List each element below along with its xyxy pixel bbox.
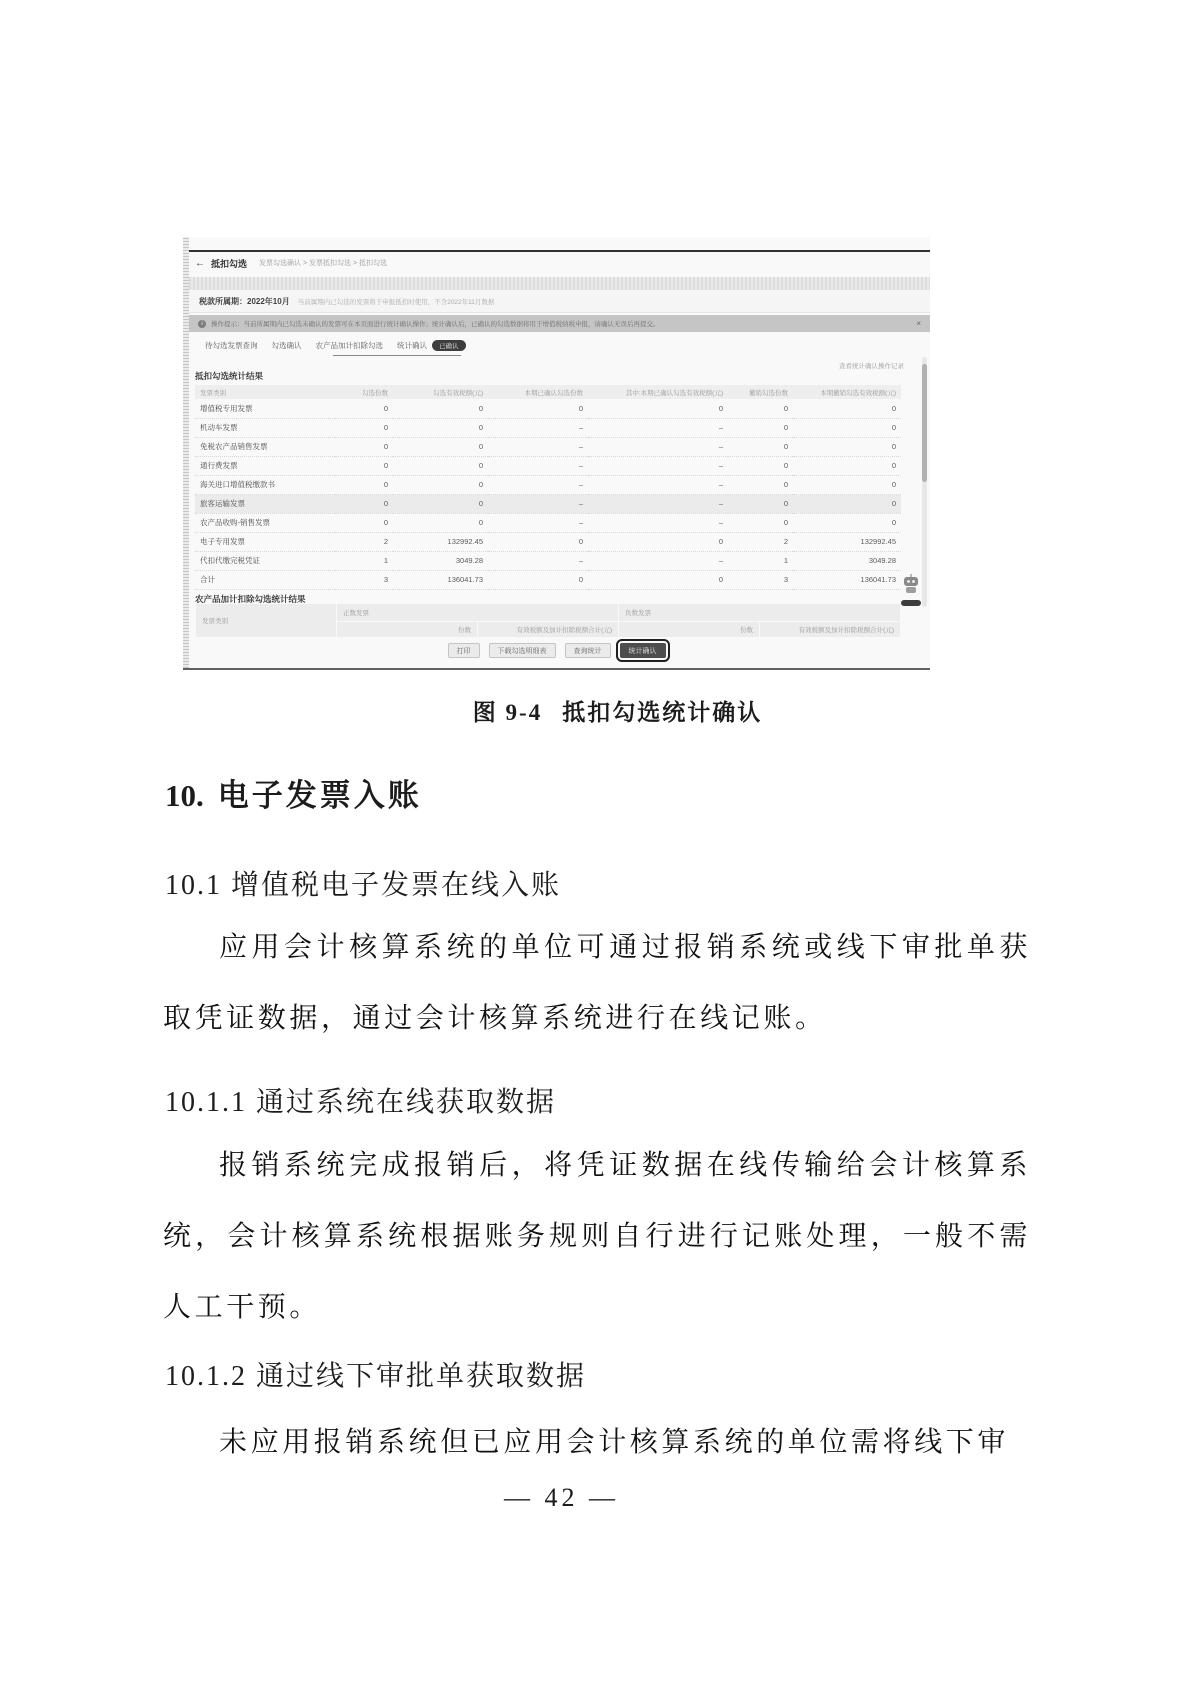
heading-10-1-1: 10.1.1 通过系统在线获取数据 bbox=[165, 1087, 557, 1118]
section-title-deduction-stats: 抵扣勾选统计结果 bbox=[195, 371, 264, 381]
stat-row: 旅客运输发票 0 0 – – 0 0 bbox=[195, 494, 901, 513]
tab bbox=[205, 340, 258, 351]
agri-col-invoice-type: 发票类别 bbox=[196, 604, 336, 637]
assistant-mascot-icon bbox=[901, 574, 921, 606]
screenshot-page-title: 抵扣勾选 bbox=[211, 258, 248, 269]
stat-row: 合计 3 136041.73 0 0 3 136041.73 bbox=[195, 570, 901, 589]
action-button-row bbox=[183, 643, 930, 658]
action-button: 统计确认 bbox=[620, 643, 666, 658]
heading-10-text: 电子发票入账 bbox=[217, 778, 422, 813]
info-banner-text: 操作提示：当前所属期内已勾选未确认的发票可在本页面进行统计确认操作；统计确认后，已确认的勾选数据将用于增值税纳税申报，请确认无误后再提交。 bbox=[211, 321, 660, 328]
scan-texture-band bbox=[189, 277, 930, 290]
paragraph-10-1-1: 报销系统完成报销后，将凭证数据在线传输给会计核算系统，会计核算系统根据账务规则自行进行记账处理，一般不需人工干预。 bbox=[163, 1150, 1031, 1323]
agri-sub-amount-2: 有效税额及加计扣除税额合计(元) bbox=[760, 622, 900, 637]
stat-row: 增值税专用发票 0 0 0 0 0 0 bbox=[195, 399, 901, 418]
figure-caption-label: 图 9-4 bbox=[472, 700, 543, 725]
section-title-agri-stats: 农产品加计扣除勾选统计结果 bbox=[195, 594, 306, 604]
info-banner bbox=[189, 315, 930, 332]
assistant-label-pill bbox=[901, 600, 921, 606]
robot-icon bbox=[902, 574, 920, 594]
heading-10-1: 10.1 增值税电子发票在线入账 bbox=[165, 870, 562, 901]
agri-sub-count-1: 份数 bbox=[337, 622, 477, 637]
deduction-stats-table bbox=[195, 385, 901, 590]
heading-10 bbox=[165, 770, 422, 815]
screenshot-top-border bbox=[189, 250, 930, 252]
column-header: 勾选有效税额(元) bbox=[393, 385, 488, 399]
agri-sub-amount-1: 有效税额及加计扣除税额合计(元) bbox=[478, 622, 618, 637]
agri-group-positive: 正数发票 bbox=[337, 604, 618, 621]
stat-row: 通行费发票 0 0 – – 0 0 bbox=[195, 456, 901, 475]
column-header: 勾选份数 bbox=[335, 385, 393, 399]
column-header: 本期已确认勾选份数 bbox=[488, 385, 588, 399]
tab-label: 农产品加计扣除勾选 bbox=[315, 340, 383, 350]
heading-10-1-2: 10.1.2 通过线下审批单获取数据 bbox=[165, 1361, 587, 1392]
page-number: — 42 — bbox=[504, 1483, 619, 1512]
tab bbox=[316, 340, 384, 351]
back-arrow-icon: ← bbox=[195, 257, 205, 269]
stat-row: 机动车发票 0 0 – – 0 0 bbox=[195, 418, 901, 437]
tab-label: 勾选确认 bbox=[271, 340, 302, 350]
stats-header-row bbox=[195, 385, 901, 399]
agri-group-negative: 负数发票 bbox=[619, 604, 900, 621]
tax-period-bar bbox=[189, 290, 930, 313]
tab-bar bbox=[205, 337, 466, 353]
stat-row: 海关进口增值税缴款书 0 0 – – 0 0 bbox=[195, 475, 901, 494]
info-icon: i bbox=[198, 320, 206, 328]
tab bbox=[397, 340, 466, 351]
stat-row: 电子专用发票 2 132992.45 0 0 2 132992.45 bbox=[195, 532, 901, 551]
active-tab-underline bbox=[333, 355, 461, 356]
action-button: 打印 bbox=[448, 643, 480, 658]
tab-label: 统计确认 bbox=[397, 340, 427, 350]
action-button: 下载勾选明细表 bbox=[489, 643, 556, 658]
tax-period-value: 2022年10月 bbox=[247, 296, 290, 306]
heading-10-number: 10. bbox=[165, 778, 204, 813]
agri-group-header-row bbox=[196, 604, 900, 621]
figure-caption bbox=[22, 694, 1191, 727]
column-header: 撤销勾选份数 bbox=[728, 385, 793, 399]
column-header: 发票类别 bbox=[195, 385, 335, 399]
scrollbar-thumb bbox=[922, 364, 927, 482]
paragraph-10-1-2: 未应用报销系统但已应用会计核算系统的单位需将线下审 bbox=[219, 1427, 1010, 1458]
close-icon: × bbox=[916, 319, 921, 328]
tab-label: 待勾选发票查询 bbox=[205, 340, 258, 350]
paragraph-10-1: 应用会计核算系统的单位可通过报销系统或线下审批单获取凭证数据，通过会计核算系统进行在线记账。 bbox=[163, 932, 1031, 1034]
figure-screenshot bbox=[183, 237, 930, 670]
stat-row: 免税农产品销售发票 0 0 – – 0 0 bbox=[195, 437, 901, 456]
tax-period-label: 税款所属期： bbox=[199, 296, 247, 306]
screenshot-titlebar bbox=[195, 256, 387, 270]
scrollbar-track bbox=[922, 357, 927, 607]
action-button: 查询统计 bbox=[565, 643, 611, 658]
tab-badge: 已确认 bbox=[432, 340, 466, 351]
tax-period-note: 当前属期内已勾选的发票将于申报抵扣时使用，不含2022年11月数据 bbox=[297, 298, 495, 306]
stat-row: 农产品收购-销售发票 0 0 – – 0 0 bbox=[195, 513, 901, 532]
agri-stats-table bbox=[195, 603, 901, 638]
figure-caption-text: 抵扣勾选统计确认 bbox=[562, 700, 763, 725]
column-header: 其中:本期已确认勾选有效税额(元) bbox=[588, 385, 728, 399]
tab bbox=[272, 340, 302, 351]
stat-row: 代扣代缴完税凭证 1 3049.28 – – 1 3049.28 bbox=[195, 551, 901, 570]
column-header: 本期撤销勾选有效税额(元) bbox=[793, 385, 901, 399]
history-records-link: 查看统计确认操作记录 bbox=[839, 363, 904, 370]
breadcrumb: 发票勾选确认 > 发票抵扣勾选 > 抵扣勾选 bbox=[259, 260, 387, 267]
agri-sub-count-2: 份数 bbox=[619, 622, 759, 637]
